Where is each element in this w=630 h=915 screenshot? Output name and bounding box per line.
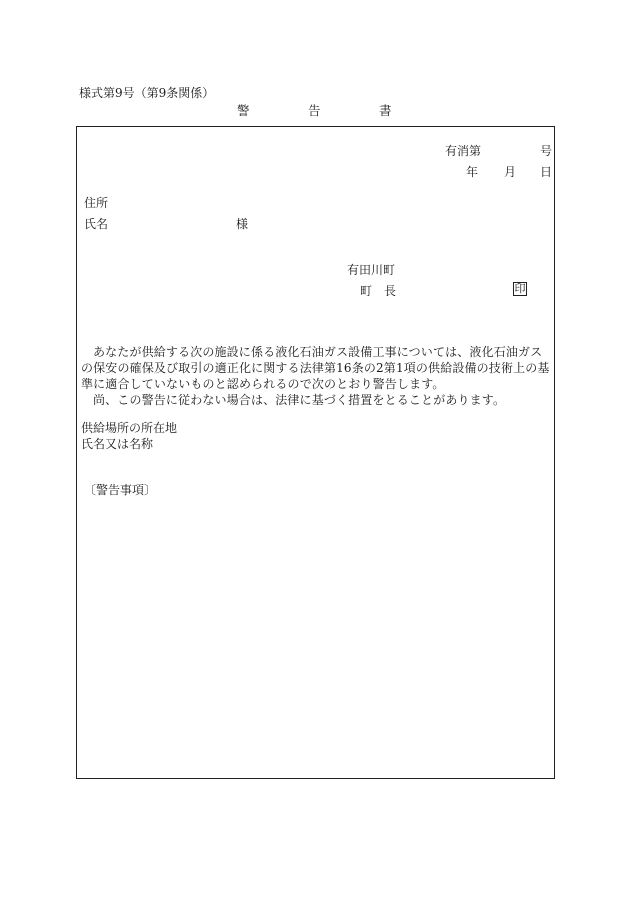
recipient-name-label: 氏名 bbox=[84, 217, 109, 231]
body-paragraph-1: あなたが供給する次の施設に係る液化石油ガス設備工事については、液化石油ガスの保安の確保及び取引の適正化に関する法律第16条の2第1項の供給設備の技術上の基準に適合していないものと認められるので次のとおり警告します。 bbox=[81, 345, 550, 391]
supply-location-label: 供給場所の所在地 bbox=[81, 421, 178, 435]
recipient-address-label: 住所 bbox=[84, 196, 109, 210]
issuer-title: 町 長 bbox=[360, 284, 397, 298]
date-day-label: 日 bbox=[540, 165, 553, 179]
recipient-honorific: 様 bbox=[236, 217, 249, 231]
warning-items-label: 〔警告事項〕 bbox=[84, 483, 157, 497]
issuer-town: 有田川町 bbox=[347, 263, 396, 277]
document-number-suffix: 号 bbox=[540, 144, 553, 158]
date-year-label: 年 bbox=[466, 165, 479, 179]
title-char-2: 告 bbox=[308, 103, 321, 118]
warning-body bbox=[81, 344, 553, 408]
document-number-prefix: 有消第 bbox=[445, 144, 482, 158]
seal-mark: 印 bbox=[514, 282, 526, 295]
title-char-3: 書 bbox=[379, 103, 392, 118]
form-frame bbox=[76, 126, 555, 779]
form-number: 様式第9号（第9条関係） bbox=[79, 86, 215, 100]
body-paragraph-2: 尚、この警告に従わない場合は、法律に基づく措置をとることがあります。 bbox=[93, 393, 506, 407]
title-char-1: 警 bbox=[237, 103, 250, 118]
document-title bbox=[0, 104, 630, 120]
supply-owner-label: 氏名又は名称 bbox=[81, 437, 154, 451]
date-month-label: 月 bbox=[504, 165, 517, 179]
